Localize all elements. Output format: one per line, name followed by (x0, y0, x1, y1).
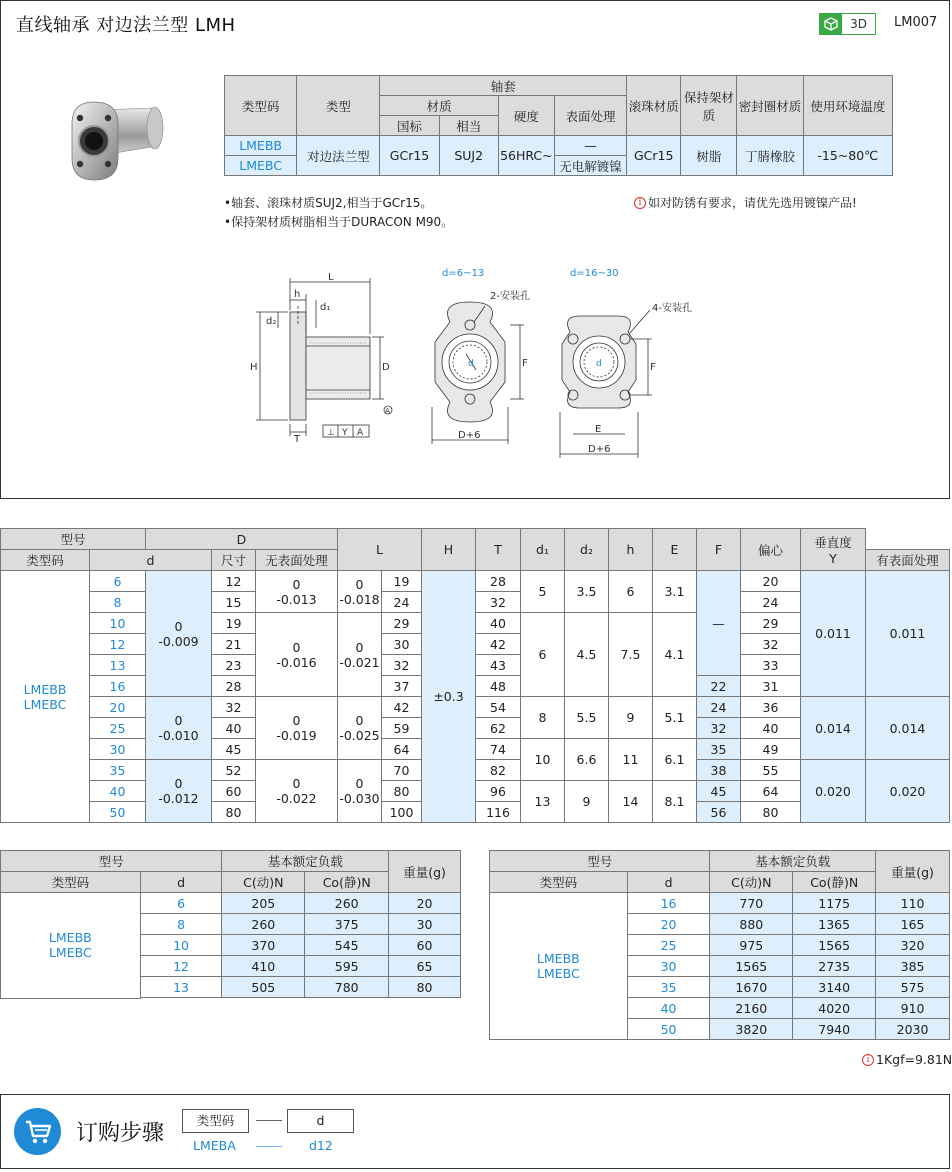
H-value: 82 (476, 760, 521, 781)
product-image (60, 96, 170, 196)
F-value: 29 (741, 613, 801, 634)
dim-d: d (468, 359, 474, 369)
type-code-cell: LMEBB LMEBC (1, 893, 141, 999)
F-value: 31 (741, 676, 801, 697)
load-header: Co(静)N (305, 872, 389, 893)
load-header: d (627, 872, 710, 893)
unit-note: i 1Kgf=9.81N (862, 1052, 952, 1067)
spec-header: 密封圈材质 (737, 76, 803, 136)
type-code-cell: LMEBB LMEBC (1, 571, 90, 823)
spec-header: 类型码 (225, 76, 297, 136)
h-value: 6.1 (653, 739, 697, 781)
weight: 575 (876, 977, 950, 998)
dims-header: d₂ (565, 529, 609, 571)
dims-header: 偏心 (741, 529, 801, 571)
spec-header: 相当 (439, 116, 498, 136)
d1-value: 6.6 (565, 739, 609, 781)
d-value[interactable]: 10 (140, 935, 222, 956)
d-value[interactable]: 50 (627, 1019, 710, 1040)
dims-header: T (476, 529, 521, 571)
weight: 385 (876, 956, 950, 977)
C-load: 1565 (710, 956, 793, 977)
load-table-left (0, 850, 461, 999)
spec-cell: GCr15 (380, 136, 439, 176)
d2-value: 7.5 (609, 613, 653, 697)
D-no-surface: 0 -0.019 (256, 697, 338, 760)
D-size: 19 (212, 613, 256, 634)
L-value: 19 (382, 571, 422, 592)
order-title: 订购步骤 (76, 1121, 165, 1146)
T-value: 8 (521, 697, 565, 739)
D-no-surface: 0 -0.022 (256, 760, 338, 823)
F-value: 80 (741, 802, 801, 823)
dim-d: d (596, 359, 602, 369)
info-icon: i (634, 197, 646, 209)
spec-header: 保持架材质 (681, 76, 737, 136)
perpendicularity: 0.014 (866, 697, 950, 760)
weight: 320 (876, 935, 950, 956)
load-header: 基本额定负载 (710, 851, 876, 872)
d-value[interactable]: 6 (90, 571, 146, 592)
notes (224, 194, 453, 232)
d-value[interactable]: 8 (90, 592, 146, 613)
load-header: 基本额定负载 (222, 851, 389, 872)
d-value[interactable]: 25 (90, 718, 146, 739)
holes-label: 2-安装孔 (490, 291, 530, 302)
d-value[interactable]: 25 (627, 935, 710, 956)
dim-L: L (328, 272, 334, 283)
3d-model-button[interactable] (819, 13, 876, 35)
note-line: •轴套、滚珠材质SUJ2,相当于GCr15。 (224, 196, 433, 210)
note-line: •保持架材质树脂相当于DURACON M90。 (224, 215, 454, 229)
dim-Dp6: D+6 (588, 444, 611, 455)
dims-header: 尺寸 (212, 550, 256, 571)
E-value: 38 (697, 760, 741, 781)
H-value: 48 (476, 676, 521, 697)
d-range-label: d=6~13 (442, 268, 485, 279)
weight: 80 (389, 977, 461, 998)
F-value: 36 (741, 697, 801, 718)
eccentricity: 0.020 (801, 760, 866, 823)
d-value[interactable]: 35 (90, 760, 146, 781)
dims-header: 无表面处理 (256, 550, 338, 571)
h-value: 8.1 (653, 781, 697, 823)
Co-load: 375 (305, 914, 389, 935)
Co-load: 3140 (793, 977, 876, 998)
dimension-table (0, 528, 950, 823)
dims-header: H (422, 529, 476, 571)
h-value: 4.1 (653, 613, 697, 697)
C-load: 1670 (710, 977, 793, 998)
type-code-link[interactable]: LMEBB (225, 136, 297, 156)
spec-cell: 56HRC~ (498, 136, 554, 176)
load-header: 型号 (490, 851, 710, 872)
d1-value: 3.5 (565, 571, 609, 613)
H-value: 32 (476, 592, 521, 613)
tol-y: Y (342, 428, 348, 438)
dim-F: F (522, 358, 528, 369)
F-value: 49 (741, 739, 801, 760)
L-value: 64 (382, 739, 422, 760)
D-size: 23 (212, 655, 256, 676)
dim-H: H (250, 362, 258, 373)
D-size: 52 (212, 760, 256, 781)
holes-label: 4-安装孔 (652, 303, 692, 314)
H-value: 116 (476, 802, 521, 823)
d1-value: 5.5 (565, 697, 609, 739)
order-example-type: LMEBA (193, 1138, 236, 1153)
dims-header: F (697, 529, 741, 571)
dim-d2: d₂ (266, 316, 277, 327)
C-load: 975 (710, 935, 793, 956)
d2-value: 9 (609, 697, 653, 739)
T-value: 5 (521, 571, 565, 613)
T-value: 6 (521, 613, 565, 697)
F-value: 40 (741, 718, 801, 739)
rust-warning: i 如对防锈有要求，请优先选用镀镍产品! (634, 194, 857, 211)
T-value: 10 (521, 739, 565, 781)
load-header: 类型码 (490, 872, 628, 893)
spec-header: 表面处理 (554, 96, 626, 136)
spec-cell: 对边法兰型 (297, 136, 380, 176)
load-header: Co(静)N (793, 872, 876, 893)
H-value: 54 (476, 697, 521, 718)
L-value: 37 (382, 676, 422, 697)
load-header: 类型码 (1, 872, 141, 893)
cube-icon (820, 14, 842, 34)
D-size: 80 (212, 802, 256, 823)
load-header: d (140, 872, 222, 893)
F-value: 20 (741, 571, 801, 592)
spec-cell: 无电解镀镍 (554, 156, 626, 176)
D-size: 21 (212, 634, 256, 655)
E-value: 35 (697, 739, 741, 760)
D-surface: 0 -0.021 (338, 613, 382, 697)
d-range-label: d=16~30 (570, 268, 619, 279)
C-load: 410 (222, 956, 305, 977)
order-d-box: d (287, 1109, 354, 1133)
perpendicularity: 0.011 (866, 571, 950, 697)
dims-header: d (90, 550, 212, 571)
d-tolerance: 0 -0.012 (146, 760, 212, 823)
weight: 110 (876, 893, 950, 914)
C-load: 260 (222, 914, 305, 935)
d-value[interactable]: 30 (627, 956, 710, 977)
perpendicularity: 0.020 (866, 760, 950, 823)
L-value: 29 (382, 613, 422, 634)
L-value: 42 (382, 697, 422, 718)
d-value[interactable]: 16 (90, 676, 146, 697)
product-code: LM007 (894, 15, 938, 30)
E-value: 22 (697, 676, 741, 697)
weight: 910 (876, 998, 950, 1019)
weight: 60 (389, 935, 461, 956)
D-no-surface: 0 -0.013 (256, 571, 338, 613)
dims-header: 类型码 (1, 550, 90, 571)
D-size: 32 (212, 697, 256, 718)
D-size: 15 (212, 592, 256, 613)
D-surface: 0 -0.030 (338, 760, 382, 823)
H-value: 42 (476, 634, 521, 655)
spec-cell: -15~80℃ (803, 136, 892, 176)
H-value: 28 (476, 571, 521, 592)
L-value: 24 (382, 592, 422, 613)
type-code-link[interactable]: LMEBC (225, 156, 297, 176)
L-value: 80 (382, 781, 422, 802)
load-header: 型号 (1, 851, 222, 872)
H-value: 62 (476, 718, 521, 739)
dims-header: 有表面处理 (866, 550, 950, 571)
H-value: 40 (476, 613, 521, 634)
info-icon: i (862, 1054, 874, 1066)
load-header: C(动)N (222, 872, 305, 893)
D-surface: 0 -0.018 (338, 571, 382, 613)
H-value: 96 (476, 781, 521, 802)
spec-header: 国标 (380, 116, 439, 136)
d-value[interactable]: 13 (140, 977, 222, 998)
order-separator (256, 1146, 282, 1147)
C-load: 505 (222, 977, 305, 998)
dims-header: h (609, 529, 653, 571)
dims-header: E (653, 529, 697, 571)
Co-load: 4020 (793, 998, 876, 1019)
C-load: 205 (222, 893, 305, 914)
d-value[interactable]: 40 (90, 781, 146, 802)
d-value[interactable]: 16 (627, 893, 710, 914)
load-header: C(动)N (710, 872, 793, 893)
F-value: 33 (741, 655, 801, 676)
dim-d1: d₁ (320, 302, 331, 313)
d1-value: 4.5 (565, 613, 609, 697)
dims-header: 垂直度 Y (801, 529, 866, 571)
3d-label: 3D (850, 17, 867, 31)
dims-header: 型号 (1, 529, 146, 550)
d-tolerance: 0 -0.010 (146, 697, 212, 760)
spec-table (224, 75, 893, 176)
d-value[interactable]: 8 (140, 914, 222, 935)
d-value[interactable]: 12 (140, 956, 222, 977)
eccentricity: 0.011 (801, 571, 866, 697)
D-no-surface: 0 -0.016 (256, 613, 338, 697)
spec-cell: GCr15 (627, 136, 681, 176)
E-value: 32 (697, 718, 741, 739)
D-size: 28 (212, 676, 256, 697)
L-value: 30 (382, 634, 422, 655)
D-size: 60 (212, 781, 256, 802)
Co-load: 1365 (793, 914, 876, 935)
load-header: 重量(g) (876, 851, 950, 893)
d2-value: 14 (609, 781, 653, 823)
D-surface: 0 -0.025 (338, 697, 382, 760)
E-value: — (697, 571, 741, 676)
F-value: 32 (741, 634, 801, 655)
weight: 30 (389, 914, 461, 935)
shopping-cart-icon (14, 1108, 61, 1155)
weight: 20 (389, 893, 461, 914)
spec-cell: 树脂 (681, 136, 737, 176)
d-value[interactable]: 50 (90, 802, 146, 823)
spec-header: 类型 (297, 76, 380, 136)
dim-T: T (294, 434, 301, 445)
L-value: 32 (382, 655, 422, 676)
T-value: 13 (521, 781, 565, 823)
d-value[interactable]: 20 (90, 697, 146, 718)
page-title: 直线轴承 对边法兰型 LMH (16, 15, 236, 36)
dim-E: E (595, 424, 602, 435)
spec-cell: — (554, 136, 626, 156)
D-size: 12 (212, 571, 256, 592)
h-value: 3.1 (653, 571, 697, 613)
L-value: 59 (382, 718, 422, 739)
L-value: 70 (382, 760, 422, 781)
C-load: 3820 (710, 1019, 793, 1040)
F-value: 64 (741, 781, 801, 802)
weight: 65 (389, 956, 461, 977)
spec-header: 使用环境温度 (803, 76, 892, 136)
dim-h: h (294, 289, 301, 300)
weight: 165 (876, 914, 950, 935)
d-value[interactable]: 12 (90, 634, 146, 655)
Co-load: 2735 (793, 956, 876, 977)
dim-Dp6: D+6 (458, 430, 481, 441)
dims-header: L (338, 529, 422, 571)
d-value[interactable]: 20 (627, 914, 710, 935)
H-value: 74 (476, 739, 521, 760)
L-tolerance: ±0.3 (422, 571, 476, 823)
C-load: 880 (710, 914, 793, 935)
d-value[interactable]: 30 (90, 739, 146, 760)
C-load: 770 (710, 893, 793, 914)
d-value[interactable]: 13 (90, 655, 146, 676)
d-value[interactable]: 35 (627, 977, 710, 998)
type-code-cell: LMEBB LMEBC (490, 893, 628, 1040)
C-load: 2160 (710, 998, 793, 1019)
dim-F: F (650, 362, 656, 373)
spec-header: 轴套 (380, 76, 627, 96)
Co-load: 260 (305, 893, 389, 914)
d2-value: 11 (609, 739, 653, 781)
Co-load: 7940 (793, 1019, 876, 1040)
dims-header: D (146, 529, 338, 550)
spec-cell: 丁腈橡胶 (737, 136, 803, 176)
order-type-code-box: 类型码 (182, 1109, 249, 1133)
load-table-right (489, 850, 950, 1040)
E-value: 56 (697, 802, 741, 823)
d-value[interactable]: 10 (90, 613, 146, 634)
weight: 2030 (876, 1019, 950, 1040)
D-size: 40 (212, 718, 256, 739)
d-value[interactable]: 40 (627, 998, 710, 1019)
dim-D: D (382, 362, 390, 373)
load-header: 重量(g) (389, 851, 461, 893)
spec-header: 硬度 (498, 96, 554, 136)
H-value: 43 (476, 655, 521, 676)
L-value: 100 (382, 802, 422, 823)
eccentricity: 0.014 (801, 697, 866, 760)
E-value: 45 (697, 781, 741, 802)
E-value: 24 (697, 697, 741, 718)
Co-load: 545 (305, 935, 389, 956)
Co-load: 1175 (793, 893, 876, 914)
datum-A: A (385, 407, 390, 415)
F-value: 55 (741, 760, 801, 781)
Co-load: 780 (305, 977, 389, 998)
tol-perp: ⊥ (327, 428, 335, 438)
technical-drawing (240, 262, 692, 462)
h-value: 5.1 (653, 697, 697, 739)
order-separator (256, 1120, 282, 1121)
spec-header: 材质 (380, 96, 498, 116)
Co-load: 595 (305, 956, 389, 977)
d-value[interactable]: 6 (140, 893, 222, 914)
d2-value: 6 (609, 571, 653, 613)
Co-load: 1565 (793, 935, 876, 956)
d1-value: 9 (565, 781, 609, 823)
spec-cell: SUJ2 (439, 136, 498, 176)
D-size: 45 (212, 739, 256, 760)
dims-header: d₁ (521, 529, 565, 571)
C-load: 370 (222, 935, 305, 956)
F-value: 24 (741, 592, 801, 613)
spec-header: 滚珠材质 (627, 76, 681, 136)
order-example-d: d12 (309, 1138, 333, 1153)
tol-a: A (357, 428, 364, 438)
d-tolerance: 0 -0.009 (146, 571, 212, 697)
